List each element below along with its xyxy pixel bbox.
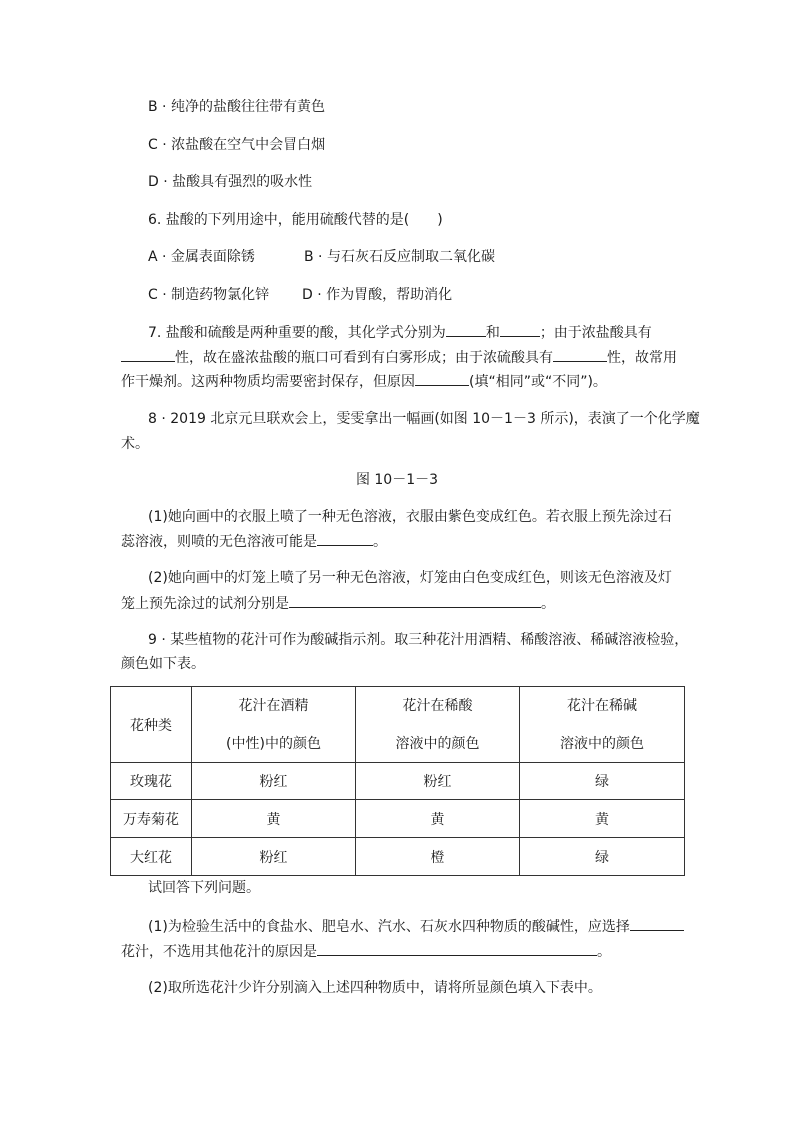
table-cell: 橙	[356, 838, 520, 876]
q9-line-2: 颜色如下表。	[121, 656, 205, 672]
q8-sub1-text: 蕊溶液，则喷的无色溶液可能是	[121, 534, 317, 550]
q7-line-3	[121, 371, 607, 392]
header-acid-line-2: 溶液中的颜色	[395, 735, 480, 752]
table-cell: 粉红	[356, 763, 520, 800]
q7-line-2	[121, 347, 677, 368]
table-cell: 绿	[520, 838, 685, 876]
table-row	[111, 763, 685, 800]
q9-sub1-text-2: 花汁，不选用其他花汁的原因是	[121, 944, 317, 960]
q7-text-2: 和	[485, 325, 500, 341]
table-cell: 粉红	[192, 763, 356, 800]
q7-text-7: (填“相同”或“不同”)。	[469, 374, 607, 390]
q6-option-d: D · 作为胃酸，帮助消化	[302, 287, 453, 303]
header-alcohol	[192, 687, 356, 763]
table-header-row	[111, 687, 685, 763]
header-base-line-1: 花汁在稀碱	[567, 697, 637, 714]
q8-sub1-end: 。	[373, 534, 387, 550]
header-acid-line-1: 花汁在稀酸	[402, 697, 473, 714]
table-row	[111, 838, 685, 876]
q8-sub2-blank[interactable]	[289, 593, 541, 608]
q8-sub2-end: 。	[541, 596, 555, 612]
header-acid	[356, 687, 520, 763]
table-cell-flower: 万寿菊花	[111, 800, 192, 838]
q8-sub1-line-1: (1)她向画中的衣服上喷了一种无色溶液，衣服由紫色变成红色。若衣服上预先涂过石	[148, 509, 672, 525]
q7-text-3: ；由于浓盐酸具有	[539, 325, 652, 341]
q7-blank-5[interactable]	[415, 371, 469, 386]
q8-sub2-line-2	[121, 593, 555, 614]
flower-indicator-table	[110, 686, 685, 876]
header-alcohol-line-2: (中性)中的颜色	[226, 735, 321, 752]
header-alcohol-line-1: 花汁在酒精	[238, 697, 309, 714]
q9-after-table: 试回答下列问题。	[148, 880, 260, 896]
q6-option-b: B · 与石灰石反应制取二氧化碳	[304, 249, 495, 265]
q6-option-a: A · 金属表面除锈	[148, 249, 255, 265]
table-row	[111, 800, 685, 838]
q9-sub1-line-1	[148, 916, 684, 937]
q7-line-1	[148, 322, 652, 343]
q9-sub1-blank-2[interactable]	[317, 941, 597, 956]
table-cell: 黄	[356, 800, 520, 838]
table-cell: 绿	[520, 763, 685, 800]
q8-sub2-text: 笼上预先涂过的试剂分别是	[121, 596, 289, 612]
q9-sub1-text: (1)为检验生活中的食盐水、肥皂水、汽水、石灰水四种物质的酸碱性，应选择	[148, 919, 630, 935]
table-cell-flower: 大红花	[111, 838, 192, 876]
q9-line-1: 9 · 某些植物的花汁可作为酸碱指示剂。取三种花汁用酒精、稀酸溶液、稀碱溶液检验，	[148, 632, 689, 648]
q6-stem: 6. 盐酸的下列用途中，能用硫酸代替的是( )	[148, 212, 443, 228]
header-base	[520, 687, 685, 763]
q5-option-c: C · 浓盐酸在空气中会冒白烟	[148, 137, 326, 153]
q9-sub2: (2)取所选花汁少许分别滴入上述四种物质中，请将所显颜色填入下表中。	[148, 980, 602, 996]
q8-sub1-line-2	[121, 531, 387, 552]
table-cell: 粉红	[192, 838, 356, 876]
q9-sub1-blank-1[interactable]	[630, 916, 684, 931]
q7-blank-2[interactable]	[500, 322, 540, 337]
q7-blank-1[interactable]	[446, 322, 486, 337]
q7-blank-3[interactable]	[121, 347, 175, 362]
q5-option-d: D · 盐酸具有强烈的吸水性	[148, 174, 313, 190]
q8-line-1: 8 · 2019 北京元旦联欢会上，雯雯拿出一幅画(如图 10－1－3 所示)，表演了一个化学魔	[148, 411, 700, 427]
q8-line-2: 术。	[121, 436, 149, 452]
table-cell-flower: 玫瑰花	[111, 763, 192, 800]
q7-text-1: 7. 盐酸和硫酸是两种重要的酸，其化学式分别为	[148, 325, 446, 341]
q7-text-4: 性，故在盛浓盐酸的瓶口可看到有白雾形成；由于浓硫酸具有	[175, 350, 553, 366]
q5-option-b: B · 纯净的盐酸往往带有黄色	[148, 99, 325, 115]
q9-sub1-line-2	[121, 941, 611, 962]
q7-text-6: 作干燥剂。这两种物质均需要密封保存，但原因	[121, 374, 415, 390]
q7-text-5: 性，故常用	[607, 350, 677, 366]
q7-blank-4[interactable]	[553, 347, 607, 362]
table-cell: 黄	[192, 800, 356, 838]
table-cell: 黄	[520, 800, 685, 838]
q8-sub2-line-1: (2)她向画中的灯笼上喷了另一种无色溶液，灯笼由白色变成红色，则该无色溶液及灯	[148, 570, 672, 586]
q9-sub1-end: 。	[597, 944, 611, 960]
header-flower-type: 花种类	[111, 687, 192, 763]
q8-sub1-blank[interactable]	[317, 531, 373, 546]
header-base-line-2: 溶液中的颜色	[560, 735, 644, 752]
q6-option-c: C · 制造药物氯化锌	[148, 287, 270, 303]
figure-caption: 图 10－1－3	[355, 472, 439, 488]
